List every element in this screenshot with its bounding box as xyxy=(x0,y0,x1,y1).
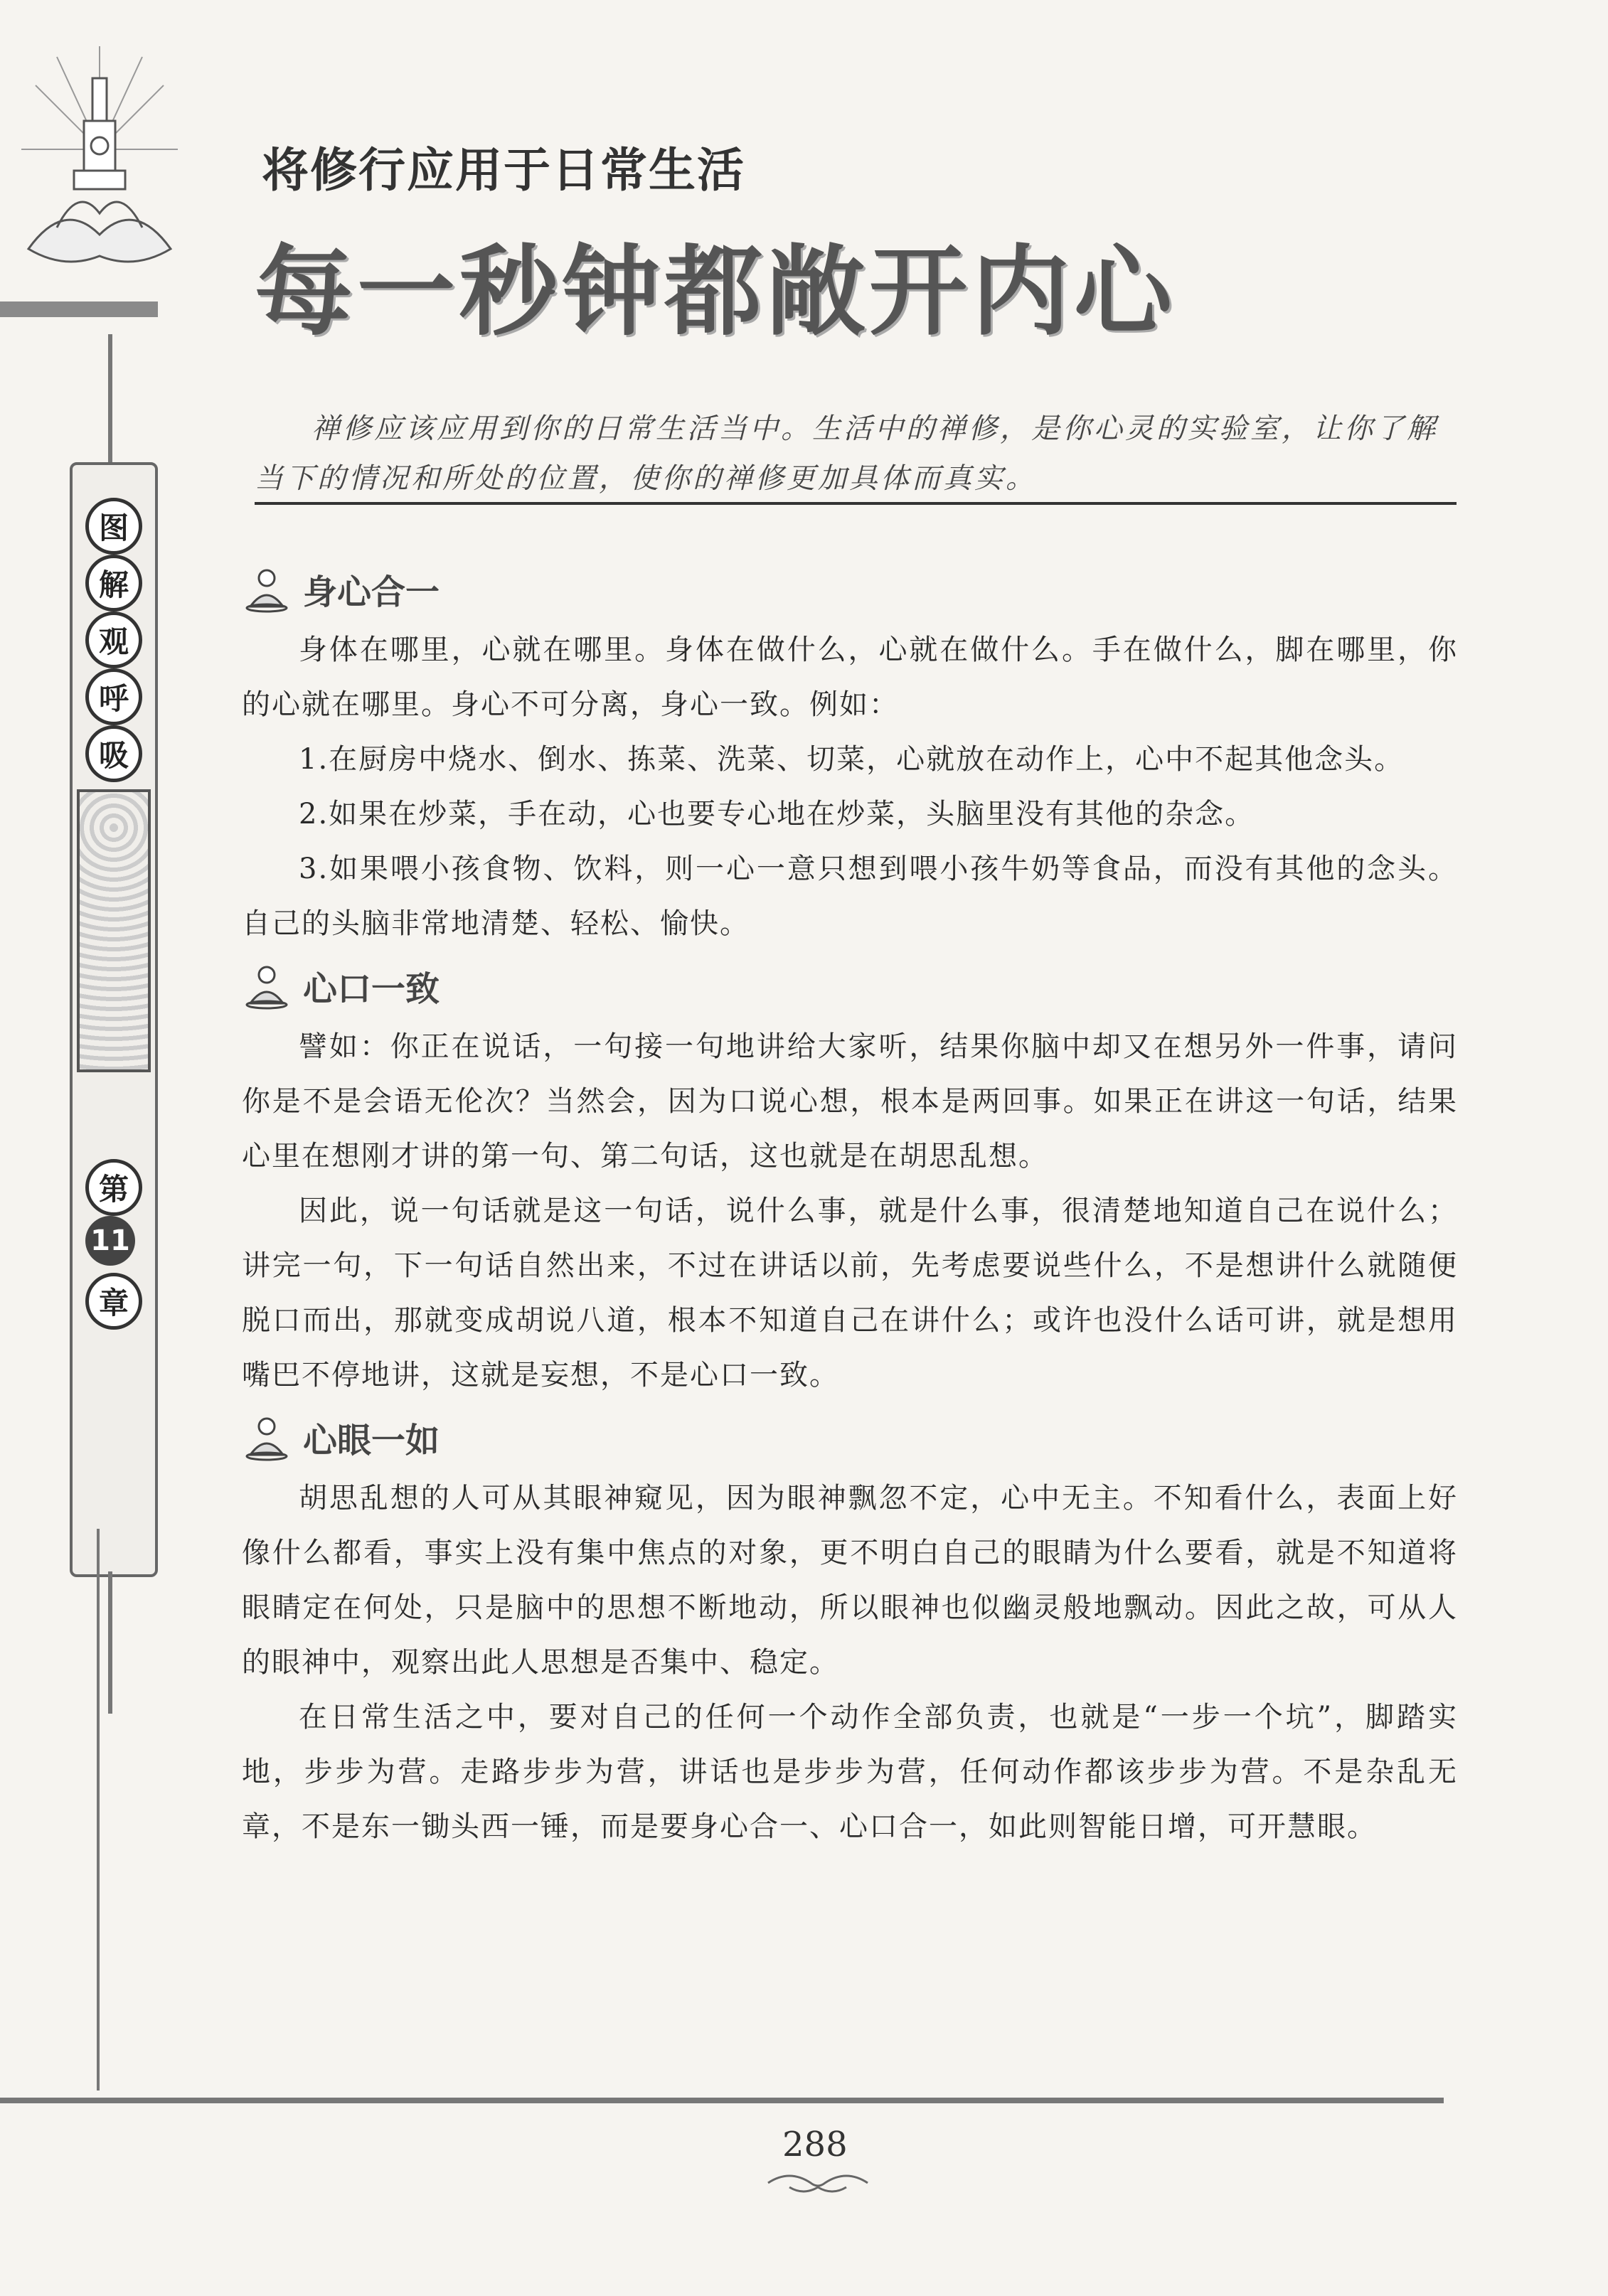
left-header-band xyxy=(0,301,158,317)
paragraph: 譬如：你正在说话，一句接一句地讲给大家听，结果你脑中却又在想另外一件事，请问你是不是会语无伦次？当然会，因为口说心想，根本是两回事。如果正在讲这一句话，结果心里在想刚才讲的第一句、第二句话，这也就是在胡思乱想。 xyxy=(242,1030,1458,1173)
page-number: 288 xyxy=(782,2125,848,2164)
book-title-char: 解 xyxy=(85,555,142,612)
page-subtitle: 将修行应用于日常生活 xyxy=(262,143,745,198)
chapter-suffix: 章 xyxy=(85,1273,142,1330)
paragraph: 在日常生活之中，要对自己的任何一个动作全部负责，也就是“一步一个坑”，脚踏实地，步步为营。走路步步为营，讲话也是步步为营，任何动作都该步步为营。不是杂乱无章，不是东一锄头西一锤，而是要身心合一、心口合一，如此则智能日增，可开慧眼。 xyxy=(242,1701,1458,1843)
section-heading-text: 心口一致 xyxy=(303,968,440,1009)
book-title-char: 呼 xyxy=(85,668,142,725)
chapter-prefix: 第 xyxy=(85,1159,142,1216)
page-title: 每一秒钟都敞开内心 xyxy=(255,233,1177,349)
paragraph: 胡思乱想的人可从其眼神窥见，因为眼神飘忽不定，心中无主。不知看什么，表面上好像什么都看，事实上没有集中焦点的对象，更不明白自己的眼睛为什么要看，就是不知道将眼睛定在何处，只是脑中的思想不断地动，所以眼神也似幽灵般地飘动。因此之故，可从人的眼神中，观察出此人思想是否集中、稳定。 xyxy=(242,1482,1458,1679)
footer-rule xyxy=(0,2098,1444,2103)
section-heading-text: 身心合一 xyxy=(303,572,440,612)
article-body xyxy=(242,555,1458,1854)
meditating-buddha-icon xyxy=(242,564,292,614)
paragraph: 3.如果喂小孩食物、饮料，则一心一意只想到喂小孩牛奶等食品，而没有其他的念头。自己的头脑非常地清楚、轻松、愉快。 xyxy=(242,853,1458,940)
section-heading xyxy=(242,1403,1458,1471)
meditating-buddha-icon xyxy=(242,961,292,1010)
intro-divider xyxy=(255,502,1457,505)
flourish-ornament-icon xyxy=(761,2169,875,2197)
book-title-char: 吸 xyxy=(85,725,142,782)
book-title-char: 观 xyxy=(85,612,142,668)
book-title-char: 图 xyxy=(85,498,142,555)
paragraph: 身体在哪里，心就在哪里。身体在做什么，心就在做什么。手在做什么，脚在哪里，你的心就在哪里。身心不可分离，身心一致。例如： xyxy=(242,634,1458,721)
banner-cord-top xyxy=(108,334,112,469)
chapter-banner xyxy=(61,334,161,1543)
section-heading xyxy=(242,555,1458,623)
section-heading xyxy=(242,951,1458,1020)
paragraph: 因此，说一句话就是这一句话，说什么事，就是什么事，很清楚地知道自己在说什么；讲完一句，下一句话自然出来，不过在讲话以前，先考虑要说些什么，不是想讲什么就随便脱口而出，那就变成胡说八道，根本不知道自己在讲什么；或许也没什么话可讲，就是想用嘴巴不停地讲，这就是妄想，不是心口一致。 xyxy=(242,1195,1458,1392)
banner-pattern xyxy=(77,789,151,1072)
chapter-number: 11 xyxy=(85,1216,135,1266)
section-heading-text: 心眼一如 xyxy=(303,1420,440,1461)
meditating-buddha-icon xyxy=(242,1412,292,1462)
banner-cord-bottom xyxy=(108,1571,112,1714)
paragraph: 1.在厨房中烧水、倒水、拣菜、洗菜、切菜，心就放在动作上，心中不起其他念头。 xyxy=(299,743,1405,776)
paragraph: 2.如果在炒菜，手在动，心也要专心地在炒菜，头脑里没有其他的杂念。 xyxy=(299,798,1255,831)
left-margin-line xyxy=(97,1529,100,2091)
intro-paragraph: 禅修应该应用到你的日常生活当中。生活中的禅修，是你心灵的实验室，让你了解当下的情况和所处的位置，使你的禅修更加具体而真实。 xyxy=(255,412,1438,495)
stupa-lotus-icon xyxy=(14,43,185,299)
